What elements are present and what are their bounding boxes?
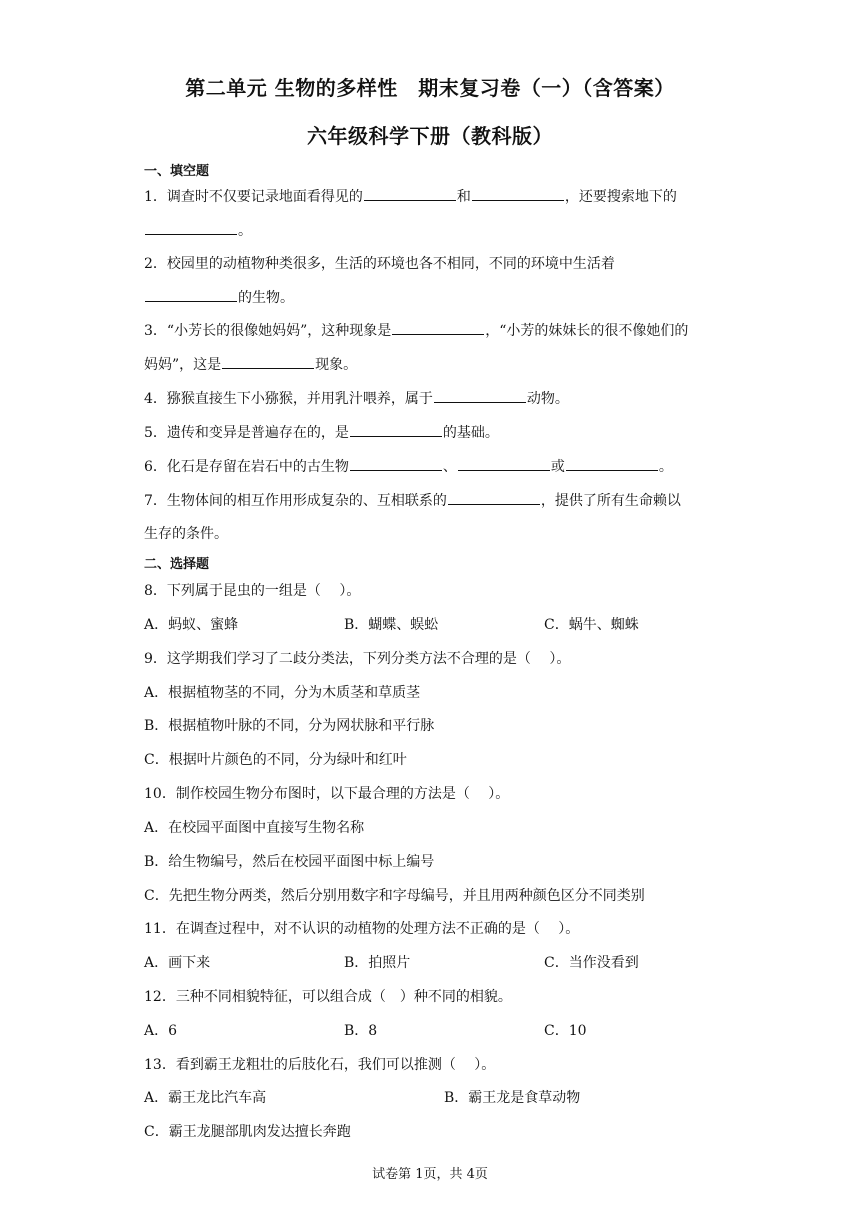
- answer-blank: [145, 287, 237, 302]
- question-9: 9．这学期我们学习了二歧分类法，下列分类方法不合理的是（ ）。: [144, 651, 571, 667]
- question-text: 6．化石是存留在岩石中的古生物: [144, 459, 349, 475]
- question-text: 1．调查时不仅要记录地面看得见的: [144, 189, 363, 205]
- question-2-cont: [144, 287, 294, 307]
- option-b: B．给生物编号，然后在校园平面图中标上编号: [144, 854, 435, 870]
- page-subtitle: 六年级科学下册（教科版）: [307, 124, 553, 148]
- question-7-cont: [144, 523, 228, 543]
- question-text: 。: [658, 459, 673, 475]
- answer-blank: [350, 422, 442, 437]
- option-a: A．霸王龙比汽车高: [144, 1090, 267, 1106]
- question-text: 现象。: [315, 357, 358, 373]
- answer-blank: [364, 186, 456, 201]
- answer-blank: [448, 490, 540, 505]
- option-a: A．6: [144, 1023, 178, 1039]
- section-heading-choice: 二、选择题: [144, 557, 210, 572]
- answer-blank: [145, 220, 237, 235]
- question-4: [144, 388, 569, 408]
- option-a: A．蚂蚁、蜜蜂: [144, 617, 239, 633]
- question-text: 生存的条件。: [144, 526, 228, 542]
- option-b: B．拍照片: [344, 955, 411, 971]
- question-text: 7．生物体间的相互作用形成复杂的、互相联系的: [144, 493, 447, 509]
- question-1: [144, 186, 677, 206]
- question-text: 5．遗传和变异是普遍存在的，是: [144, 425, 349, 441]
- question-text: ，还要搜索地下的: [564, 189, 677, 205]
- question-text: 的基础。: [442, 425, 499, 441]
- page-title: 第二单元 生物的多样性 期末复习卷（一）（含答案）: [185, 76, 675, 100]
- question-text: 3．“小芳长的很像她妈妈”，这种现象是: [144, 323, 392, 339]
- option-b: B．蝴蝶、蜈蚣: [344, 617, 439, 633]
- option-c: C．当作没看到: [544, 955, 639, 971]
- question-text: ，“小芳的妹妹长的很不像她们的: [485, 323, 689, 339]
- question-11: 11．在调查过程中，对不认识的动植物的处理方法不正确的是（ ）。: [144, 921, 580, 937]
- option-c: C．霸王龙腿部肌肉发达擅长奔跑: [144, 1124, 351, 1140]
- section-heading-fill: 一、填空题: [144, 164, 210, 179]
- answer-blank: [350, 456, 442, 471]
- answer-blank: [434, 388, 526, 403]
- option-b: B．根据植物叶脉的不同，分为网状脉和平行脉: [144, 718, 435, 734]
- question-text: 或: [550, 459, 565, 475]
- question-2: [144, 253, 615, 273]
- question-12: 12．三种不同相貌特征，可以组合成（ ）种不同的相貌。: [144, 989, 512, 1005]
- question-text: 和: [456, 189, 471, 205]
- question-text: 动物。: [526, 391, 569, 407]
- question-8: 8．下列属于昆虫的一组是（ ）。: [144, 583, 361, 599]
- option-c: C．10: [544, 1023, 587, 1039]
- answer-blank: [458, 456, 550, 471]
- answer-blank: [392, 320, 484, 335]
- question-text: ，提供了所有生命赖以: [540, 493, 681, 509]
- question-13: 13．看到霸王龙粗壮的后肢化石，我们可以推测（ ）。: [144, 1057, 496, 1073]
- option-a: A．画下来: [144, 955, 211, 971]
- question-1-cont: [144, 220, 252, 240]
- option-a: A．根据植物茎的不同，分为木质茎和草质茎: [144, 685, 421, 701]
- option-c: C．蜗牛、蜘蛛: [544, 617, 639, 633]
- question-text: 、: [442, 459, 457, 475]
- question-text: 妈妈”，这是: [144, 357, 222, 373]
- answer-blank: [472, 186, 564, 201]
- question-text: 。: [238, 223, 252, 239]
- answer-blank: [222, 354, 314, 369]
- question-3-cont: [144, 354, 357, 374]
- question-3: [144, 320, 688, 340]
- question-10: 10．制作校园生物分布图时，以下最合理的方法是（ ）。: [144, 786, 510, 802]
- question-text: 4．猕猴直接生下小猕猴，并用乳汁喂养，属于: [144, 391, 433, 407]
- page-footer: 试卷第 1页，共 4页: [372, 1167, 488, 1182]
- answer-blank: [566, 456, 658, 471]
- question-5: [144, 422, 499, 442]
- option-b: B．8: [344, 1023, 378, 1039]
- question-7: [144, 490, 681, 510]
- option-c: C．根据叶片颜色的不同，分为绿叶和红叶: [144, 752, 407, 768]
- option-a: A．在校园平面图中直接写生物名称: [144, 820, 365, 836]
- question-text: 2．校园里的动植物种类很多，生活的环境也各不相同，不同的环境中生活着: [144, 256, 615, 272]
- option-c: C．先把生物分两类，然后分别用数字和字母编号，并且用两种颜色区分不同类别: [144, 888, 645, 904]
- question-text: 的生物。: [238, 290, 294, 306]
- question-6: [144, 456, 673, 476]
- option-b: B．霸王龙是食草动物: [444, 1090, 581, 1106]
